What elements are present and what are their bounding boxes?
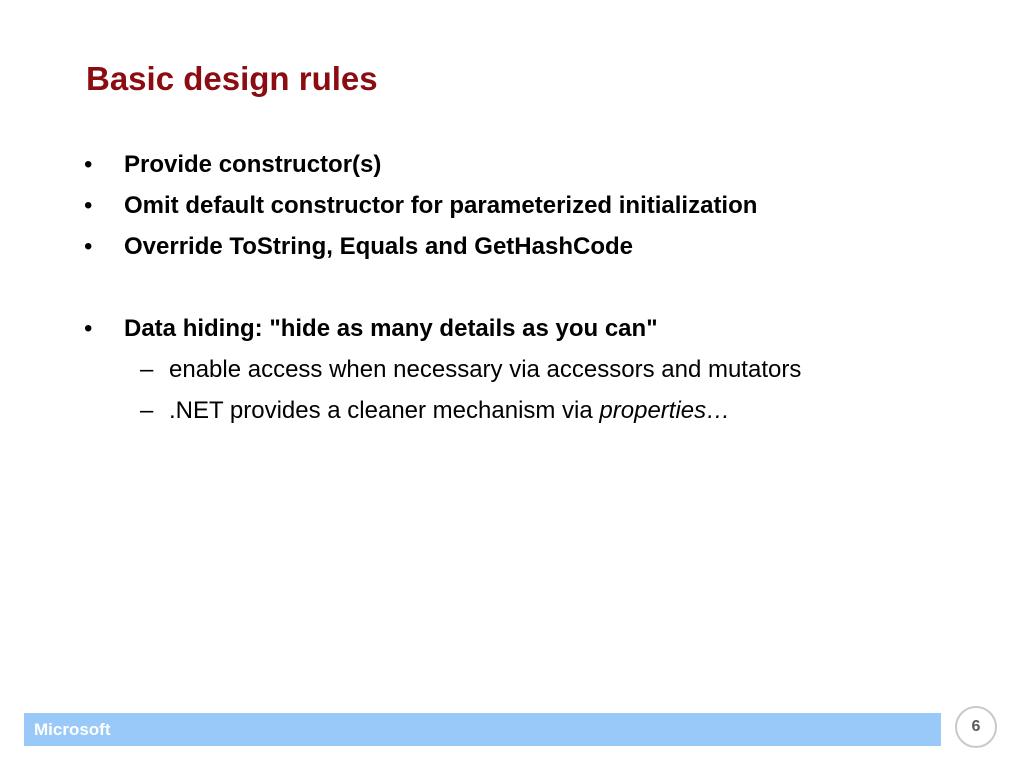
page-number: 6 [971,718,981,735]
bullet-list [84,148,964,435]
sub-bullet-text: .NET provides a cleaner mechanism via [169,397,600,424]
bullet-marker: • [84,233,93,260]
bullet-item [84,230,964,271]
footer-bar [24,713,941,746]
sub-bullet-item [84,394,964,435]
bullet-marker: • [84,192,93,219]
footer-brand: Microsoft [34,720,111,739]
bullet-marker: • [84,315,93,342]
sub-bullet-emphasis: properties… [599,397,731,424]
page-number-badge [955,706,997,748]
bullet-text: Provide constructor(s) [124,151,382,178]
bullet-item [84,148,964,189]
sub-bullet-marker: – [140,397,154,424]
bullet-text: Data hiding: "hide as many details as you can" [124,315,658,342]
bullet-text: Omit default constructor for parameterized initialization [124,192,758,219]
sub-bullet-marker: – [140,356,154,383]
bullet-item [84,189,964,230]
sub-bullet-item [84,353,964,394]
sub-bullet-text: enable access when necessary via accessors and mutators [169,356,802,383]
bullet-item [84,312,964,353]
bullet-text: Override ToString, Equals and GetHashCode [124,233,633,260]
bullet-marker: • [84,151,93,178]
slide-title: Basic design rules [86,60,378,97]
